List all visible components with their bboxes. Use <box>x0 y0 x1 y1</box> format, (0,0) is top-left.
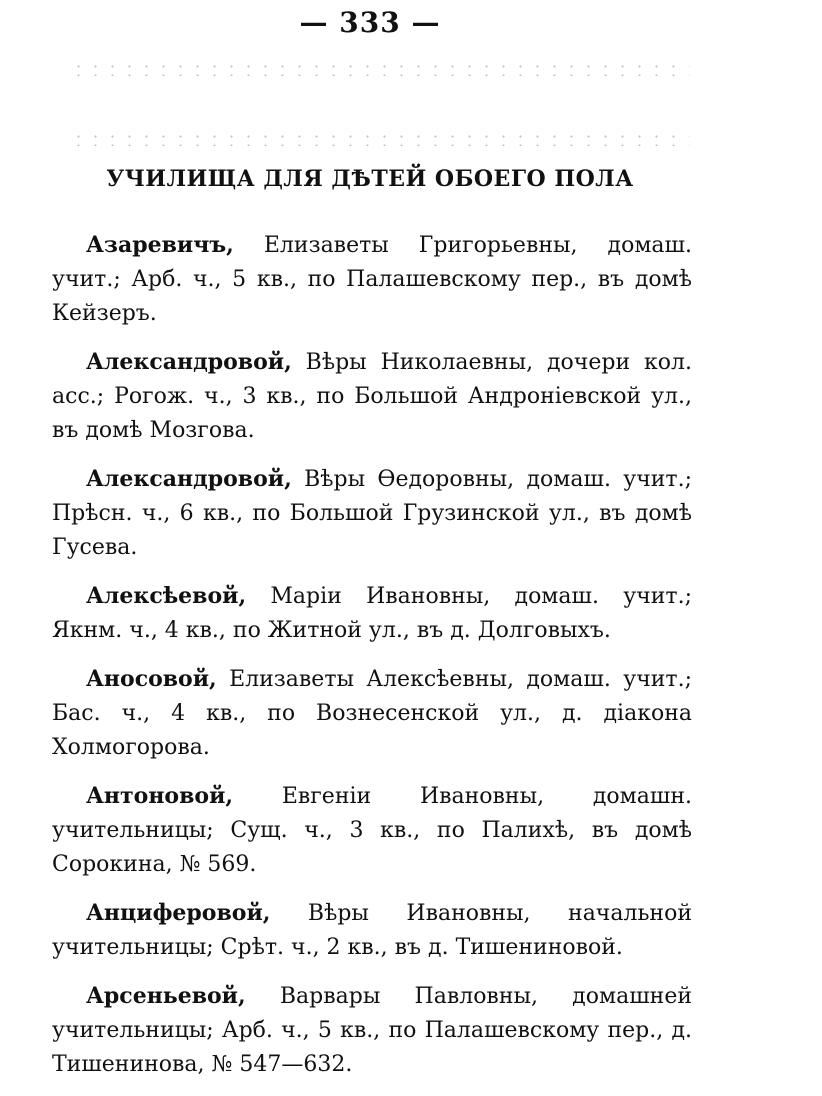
page-number: — 333 — <box>299 6 441 39</box>
entry-text: Елизаветы Алексѣевны, домаш. учит.; Бас. ч., 4 кв., по Вознесенской ул., д. діакона Холмогорова. <box>52 667 692 760</box>
entry-text: Евгеніи Ивановны, домашн. учительницы; Сущ. ч., 3 кв., по Палихѣ, въ домѣ Сорокина, № 569. <box>52 784 692 877</box>
entry-list <box>52 228 692 1096</box>
list-item <box>52 779 692 882</box>
entry-name: Антоновой, <box>86 783 234 809</box>
list-item <box>52 579 692 648</box>
entry-text: Варвары Павловны, домашней учительницы; Арб. ч., 5 кв., по Палашевскому пер., д. Тишенинова, № 547—632. <box>52 984 692 1077</box>
entry-name: Александровой, <box>86 349 292 375</box>
entry-text: Вѣры Николаевны, дочери кол. асс.; Рогож. ч., 3 кв., по Большой Андроніевской ул., въ домѣ Мозгова. <box>52 350 692 443</box>
section-title: УЧИЛИЩА ДЛЯ ДѢТЕЙ ОБОЕГО ПОЛА <box>106 166 634 192</box>
entry-name: Аносовой, <box>86 666 217 692</box>
list-item <box>52 462 692 565</box>
list-item <box>52 896 692 965</box>
entry-text: Елизаветы Григорьевны, домаш. учит.; Арб. ч., 5 кв., по Палашевскому пер., въ домѣ Кейзеръ. <box>52 233 692 326</box>
list-item <box>52 662 692 765</box>
entry-name: Алексѣевой, <box>86 583 247 609</box>
list-item <box>52 979 692 1082</box>
entry-name: Арсеньевой, <box>86 983 246 1009</box>
entry-text: Вѣры Ѳедоровны, домаш. учит.; Прѣсн. ч., 6 кв., по Большой Грузинской ул., въ домѣ Гусева. <box>52 467 692 560</box>
list-item <box>52 228 692 331</box>
entry-name: Азаревичъ, <box>86 232 234 258</box>
entry-text: Маріи Ивановны, домаш. учит.; Якнм. ч., 4 кв., по Житной ул., въ д. Долговыхъ. <box>52 584 692 643</box>
print-noise <box>70 132 690 146</box>
print-noise <box>70 62 690 76</box>
entry-text: Вѣры Ивановны, начальной учительницы; Срѣт. ч., 2 кв., въ д. Тишениновой. <box>52 901 692 960</box>
list-item <box>52 345 692 448</box>
entry-name: Анциферовой, <box>86 900 271 926</box>
entry-name: Александровой, <box>86 466 292 492</box>
